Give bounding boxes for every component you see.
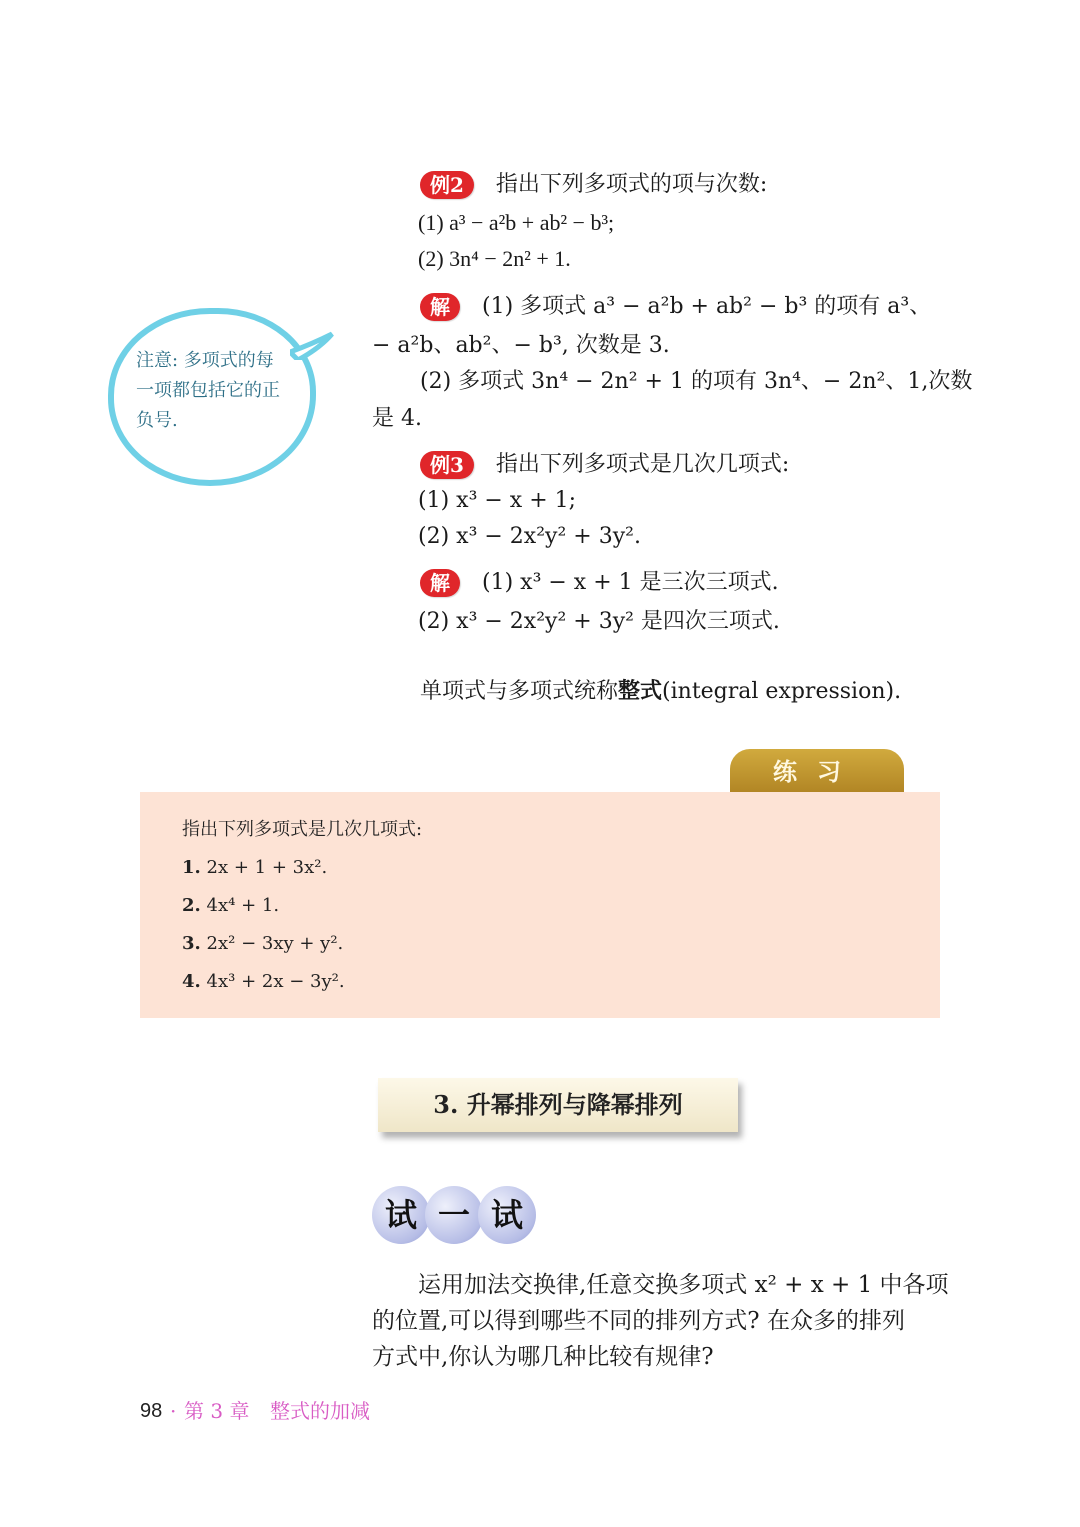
section-title: 3. 升幂排列与降幂排列	[378, 1078, 738, 1132]
example3-item1: (1) x³ − x + 1;	[418, 488, 577, 513]
example-badge: 例2	[420, 171, 474, 199]
practice-item-number: 4.	[182, 971, 201, 992]
footer-chapter: 第 3 章	[184, 1399, 250, 1423]
practice-item	[182, 855, 327, 881]
try-it-line1: 运用加法交换律,任意交换多项式 x² + x + 1 中各项	[418, 1272, 949, 1298]
practice-tab: 练习	[730, 749, 904, 793]
example3-item2: (2) x³ − 2x²y² + 3y².	[418, 524, 641, 549]
try-it-char: 试	[478, 1186, 536, 1244]
solution-badge: 解	[420, 569, 460, 597]
example2-solution-line3: (2) 多项式 3n⁴ − 2n² + 1 的项有 3n⁴、− 2n²、1,次数	[420, 369, 973, 394]
practice-item	[182, 893, 279, 919]
example3-heading	[420, 450, 789, 480]
example2-solution-line4: 是 4.	[372, 406, 422, 431]
practice-item	[182, 931, 343, 957]
practice-item	[182, 969, 345, 995]
example-title: 指出下列多项式是几次几项式:	[495, 452, 790, 477]
practice-item-number: 1.	[182, 857, 201, 878]
example2-item1: (1) a³ − a²b + ab² − b³;	[418, 210, 615, 235]
footer-chapter-title: 整式的加减	[270, 1399, 370, 1423]
example-badge: 例3	[420, 451, 474, 479]
example2-solution-line2: − a²b、ab²、− b³, 次数是 3.	[372, 333, 670, 358]
practice-prompt: 指出下列多项式是几次几项式:	[182, 819, 423, 840]
example3-solution-line2: (2) x³ − 2x²y² + 3y² 是四次三项式.	[418, 609, 780, 634]
page-number: 98	[140, 1400, 163, 1422]
practice-item-expr: 2x² − 3xy + y².	[206, 933, 344, 954]
example3-solution-line1	[420, 568, 779, 598]
note-text: 注意: 多项式的每一项都包括它的正负号.	[136, 350, 280, 431]
bubble-tail-icon	[290, 330, 334, 360]
definition-term: 整式	[618, 678, 663, 704]
practice-item-expr: 4x³ + 2x − 3y².	[206, 971, 345, 992]
try-it-char: 一	[425, 1186, 483, 1244]
example2-solution-line1	[420, 292, 931, 322]
solution-text: (1) 多项式 a³ − a²b + ab² − b³ 的项有 a³、	[482, 294, 932, 319]
example2-item2: (2) 3n⁴ − 2n² + 1.	[418, 246, 571, 271]
practice-item-expr: 2x + 1 + 3x².	[206, 857, 328, 878]
solution-text: (1) x³ − x + 1 是三次三项式.	[482, 570, 779, 595]
practice-item-number: 2.	[182, 895, 201, 916]
definition-suffix: (integral expression).	[662, 679, 902, 704]
example-title: 指出下列多项式的项与次数:	[495, 172, 768, 197]
try-it-line3: 方式中,你认为哪几种比较有规律?	[372, 1344, 714, 1370]
footer-separator: ·	[170, 1399, 177, 1423]
solution-badge: 解	[420, 293, 460, 321]
try-it-char: 试	[372, 1186, 430, 1244]
try-it-line2: 的位置,可以得到哪些不同的排列方式? 在众多的排列	[372, 1308, 905, 1334]
definition-prefix: 单项式与多项式统称	[420, 679, 619, 704]
definition-line	[420, 676, 901, 707]
practice-item-expr: 4x⁴ + 1.	[206, 895, 280, 916]
example2-heading	[420, 170, 767, 200]
practice-item-number: 3.	[182, 933, 201, 954]
